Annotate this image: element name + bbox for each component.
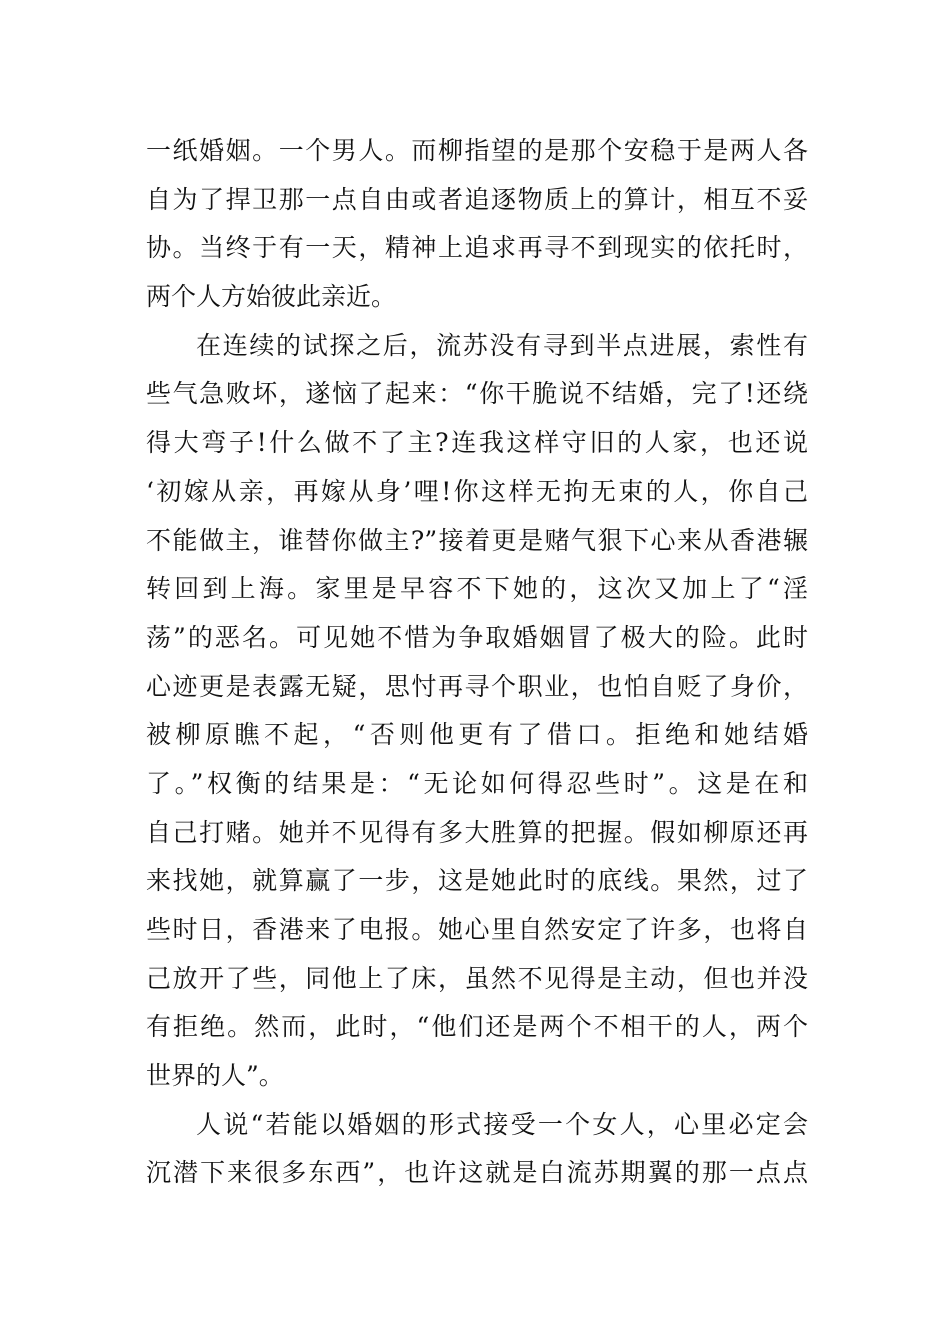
text-line: 些气急败坏，遂恼了起来：“你干脆说不结婚，完了!还绕: [146, 379, 808, 409]
body-text: [146, 127, 808, 1198]
text-line: 自为了捍卫那一点自由或者追逐物质上的算计，相互不妥: [146, 184, 808, 214]
text-line: 有拒绝。然而，此时，“他们还是两个不相干的人，两个: [146, 1012, 808, 1042]
text-line: 来找她，就算赢了一步，这是她此时的底线。果然，过了: [146, 866, 808, 896]
text-line: 不能做主，谁替你做主?”接着更是赌气狠下心来从香港辗: [146, 525, 808, 555]
text-line: 己放开了些，同他上了床，虽然不见得是主动，但也并没: [146, 963, 808, 993]
text-line: 人说“若能以婚姻的形式接受一个女人，心里必定会: [196, 1109, 808, 1139]
text-line: 沉潜下来很多东西”，也许这就是白流苏期翼的那一点点: [146, 1158, 808, 1188]
text-line: 自己打赌。她并不见得有多大胜算的把握。假如柳原还再: [146, 817, 808, 847]
text-line: 荡”的恶名。可见她不惜为争取婚姻冒了极大的险。此时: [146, 622, 808, 652]
text-line: 心迹更是表露无疑，思忖再寻个职业，也怕自贬了身价，: [146, 671, 808, 701]
text-line: 在连续的试探之后，流苏没有寻到半点进展，索性有: [196, 330, 808, 360]
paragraph: [146, 322, 808, 1101]
text-line: 得大弯子!什么做不了主?连我这样守旧的人家，也还说: [146, 428, 808, 458]
text-line: 些时日，香港来了电报。她心里自然安定了许多，也将自: [146, 915, 808, 944]
text-line: 了。”权衡的结果是：“无论如何得忍些时”。这是在和: [146, 768, 808, 798]
text-line: ‘初嫁从亲，再嫁从身’哩!你这样无拘无束的人，你自己: [146, 476, 808, 506]
text-line: 被柳原瞧不起，“否则他更有了借口。拒绝和她结婚: [146, 720, 808, 750]
text-line: 协。当终于有一天，精神上追求再寻不到现实的依托时，: [146, 233, 808, 263]
text-line: 一纸婚姻。一个男人。而柳指望的是那个安稳于是两人各: [146, 136, 808, 165]
text-line: 转回到上海。家里是早容不下她的，这次又加上了“淫: [146, 574, 808, 604]
paragraph: [146, 1101, 808, 1198]
text-line: 两个人方始彼此亲近。: [146, 282, 397, 312]
paragraph: [146, 127, 808, 322]
text-line: 世界的人”。: [146, 1061, 284, 1091]
